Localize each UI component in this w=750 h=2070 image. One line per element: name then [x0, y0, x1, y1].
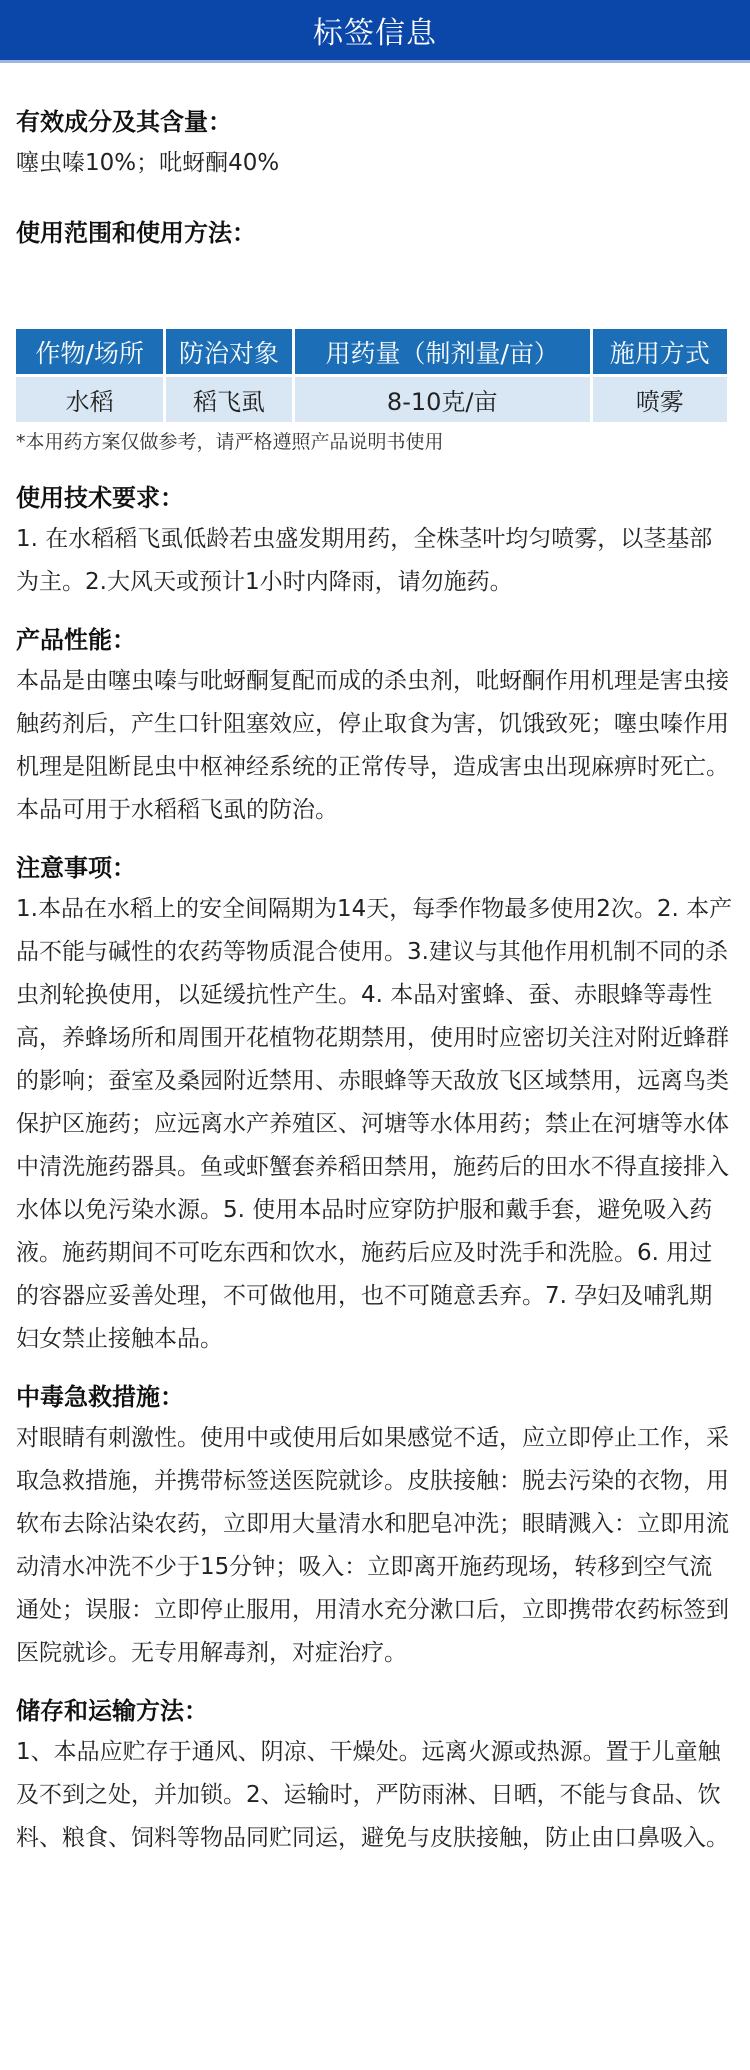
- cell-method: 喷雾: [593, 377, 727, 422]
- ingredients-title: 有效成分及其含量：: [16, 108, 232, 136]
- precautions-section: [16, 848, 734, 1361]
- first-aid-text: 对眼睛有刺激性。使用中或使用后如果感觉不适，应立即停止工作，采取急救措施，并携带标签送医院就诊。皮肤接触：脱去污染的衣物，用软布去除沾染农药，立即用大量清水和肥皂冲洗；眼睛溅入：立即用流动清水冲洗不少于15分钟；吸入：立即离开施药现场，转移到空气流通处；误服：立即停止服用，用清水充分漱口后，立即携带农药标签到医院就诊。无专用解毒剂，对症治疗。: [16, 1425, 729, 1666]
- dosage-table-wrap: [16, 329, 734, 460]
- dosage-table-header-row: [16, 329, 727, 377]
- header-method: 施用方式: [593, 329, 727, 377]
- performance-section: [16, 620, 734, 832]
- header-target: 防治对象: [166, 329, 292, 377]
- technical-text: 1. 在水稻稻飞虱低龄若虫盛发期用药，全株茎叶均匀喷雾，以茎基部为主。2.大风天或预计1小时内降雨，请勿施药。: [16, 526, 713, 595]
- technical-title: 使用技术要求：: [16, 484, 184, 512]
- technical-section: [16, 478, 734, 604]
- cell-dosage: 8-10克/亩: [295, 377, 590, 422]
- page-header: [0, 0, 750, 63]
- header-dosage: 用药量（制剂量/亩）: [295, 329, 590, 377]
- performance-title: 产品性能：: [16, 626, 136, 654]
- performance-text: 本品是由噻虫嗪与吡蚜酮复配而成的杀虫剂，吡蚜酮作用机理是害虫接触药剂后，产生口针阻塞效应，停止取食为害，饥饿致死；噻虫嗪作用机理是阻断昆虫中枢神经系统的正常传导，造成害虫出现麻痹时死亡。本品可用于水稻稻飞虱的防治。: [16, 668, 729, 823]
- ingredients-text: 噻虫嗪10%；吡蚜酮40%: [16, 150, 280, 176]
- storage-text: 1、本品应贮存于通风、阴凉、干燥处。远离火源或热源。置于儿童触及不到之处，并加锁。2、运输时，严防雨淋、日晒，不能与食品、饮料、粮食、饲料等物品同贮同运，避免与皮肤接触，防止由口鼻吸入。: [16, 1739, 729, 1851]
- cell-target: 稻飞虱: [166, 377, 292, 422]
- dosage-note: *本用药方案仅做参考，请严格遵照产品说明书使用: [16, 431, 444, 453]
- header-crop: 作物/场所: [16, 329, 163, 377]
- dosage-table: [13, 329, 730, 422]
- precautions-title: 注意事项：: [16, 854, 136, 882]
- usage-scope-title: 使用范围和使用方法：: [16, 219, 256, 247]
- first-aid-section: [16, 1377, 734, 1675]
- storage-section: [16, 1691, 734, 1860]
- content-area: [0, 102, 750, 1860]
- page-title: 标签信息: [313, 16, 437, 51]
- precautions-text: 1.本品在水稻上的安全间隔期为14天，每季作物最多使用2次。2. 本产品不能与碱性的农药等物质混合使用。3.建议与其他作用机制不同的杀虫剂轮换使用，以延缓抗性产生。4. 本品对蜜蜂、蚕、赤眼蜂等毒性高，养蜂场所和周围开花植物花期禁用，使用时应密切关注对附近蜂群的影响；蚕室及桑园附近禁用、赤眼蜂等天敌放飞区域禁用，远离鸟类保护区施药；应远离水产养殖区、河塘等水体用药；禁止在河塘等水体中清洗施药器具。鱼或虾蟹套养稻田禁用，施药后的田水不得直接排入水体以免污染水源。5. 使用本品时应穿防护服和戴手套，避免吸入药液。施药期间不可吃东西和饮水，施药后应及时洗手和洗脸。6. 用过的容器应妥善处理，不可做他用，也不可随意丢弃。7. 孕妇及哺乳期妇女禁止接触本品。: [16, 896, 733, 1352]
- table-row: [16, 377, 727, 422]
- first-aid-title: 中毒急救措施：: [16, 1383, 184, 1411]
- storage-title: 储存和运输方法：: [16, 1697, 208, 1725]
- ingredients-section: [16, 102, 734, 185]
- usage-scope-section: [16, 213, 734, 253]
- cell-crop: 水稻: [16, 377, 163, 422]
